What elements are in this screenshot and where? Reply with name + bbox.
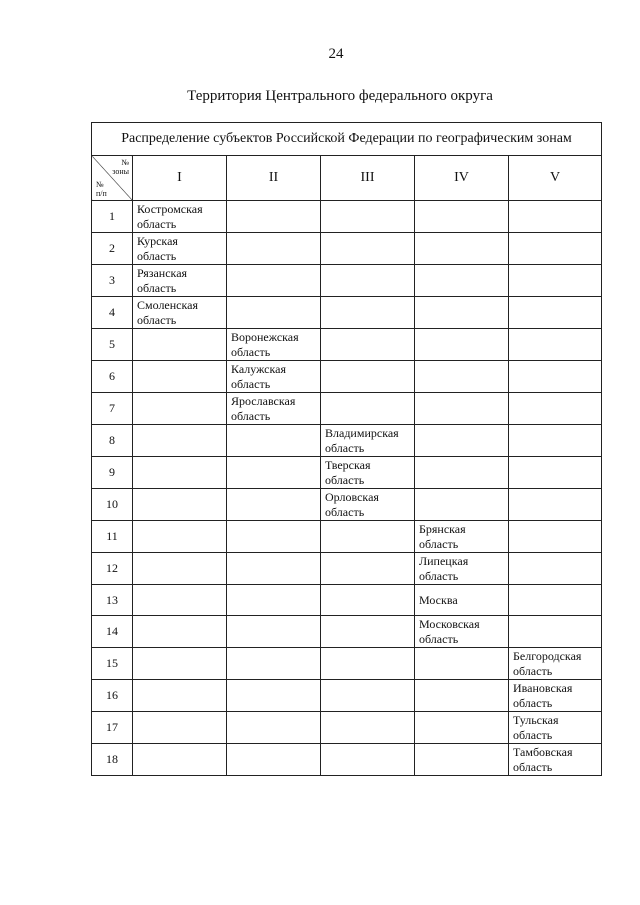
zone-header-3: III [321, 156, 415, 201]
row-number: 14 [92, 616, 133, 648]
region-name: Ивановская область [509, 680, 602, 712]
region-name: Ярославская область [227, 393, 321, 425]
empty-cell [321, 233, 415, 265]
row-number: 9 [92, 457, 133, 489]
empty-cell [321, 585, 415, 616]
empty-cell [415, 648, 509, 680]
table-row [92, 361, 602, 393]
empty-cell [133, 616, 227, 648]
empty-cell [133, 553, 227, 585]
empty-cell [509, 265, 602, 297]
table-row [92, 712, 602, 744]
region-name: Костромская область [133, 201, 227, 233]
empty-cell [227, 585, 321, 616]
empty-cell [415, 393, 509, 425]
empty-cell [133, 712, 227, 744]
region-name: Владимирская область [321, 425, 415, 457]
zone-header-4: IV [415, 156, 509, 201]
empty-cell [133, 648, 227, 680]
empty-cell [321, 329, 415, 361]
row-number: 1 [92, 201, 133, 233]
row-number: 15 [92, 648, 133, 680]
region-name: Москва [415, 585, 509, 616]
region-name: Липецкая область [415, 553, 509, 585]
empty-cell [133, 489, 227, 521]
empty-cell [321, 648, 415, 680]
table-body [92, 201, 602, 776]
document-title: Территория Центрального федерального округа [187, 88, 493, 104]
empty-cell [227, 680, 321, 712]
row-number: 8 [92, 425, 133, 457]
empty-cell [227, 489, 321, 521]
row-number: 17 [92, 712, 133, 744]
region-name: Брянская область [415, 521, 509, 553]
row-number: 6 [92, 361, 133, 393]
empty-cell [415, 265, 509, 297]
empty-cell [227, 521, 321, 553]
region-name: Московская область [415, 616, 509, 648]
empty-cell [321, 744, 415, 776]
empty-cell [227, 744, 321, 776]
empty-cell [321, 712, 415, 744]
table-row [92, 648, 602, 680]
empty-cell [509, 233, 602, 265]
empty-cell [415, 680, 509, 712]
region-name: Тульская область [509, 712, 602, 744]
table-row [92, 680, 602, 712]
row-number: 7 [92, 393, 133, 425]
table-caption: Распределение субъектов Российской Федерации по географическим зонам [92, 123, 602, 156]
table-row [92, 744, 602, 776]
table-row [92, 393, 602, 425]
empty-cell [321, 201, 415, 233]
region-name: Курская область [133, 233, 227, 265]
empty-cell [133, 361, 227, 393]
empty-cell [227, 201, 321, 233]
empty-cell [509, 361, 602, 393]
empty-cell [227, 297, 321, 329]
page-number: 24 [328, 46, 344, 62]
empty-cell [415, 329, 509, 361]
zone-header-2: II [227, 156, 321, 201]
empty-cell [321, 297, 415, 329]
empty-cell [321, 393, 415, 425]
empty-cell [321, 265, 415, 297]
empty-cell [133, 744, 227, 776]
corner-number-label: № п/п [96, 180, 107, 198]
table-row [92, 489, 602, 521]
row-number: 13 [92, 585, 133, 616]
empty-cell [415, 297, 509, 329]
empty-cell [321, 553, 415, 585]
empty-cell [415, 233, 509, 265]
row-number: 12 [92, 553, 133, 585]
region-name: Белгородская область [509, 648, 602, 680]
empty-cell [415, 361, 509, 393]
empty-cell [227, 425, 321, 457]
region-name: Рязанская область [133, 265, 227, 297]
empty-cell [227, 265, 321, 297]
row-number: 4 [92, 297, 133, 329]
empty-cell [133, 680, 227, 712]
empty-cell [321, 680, 415, 712]
empty-cell [227, 457, 321, 489]
row-number: 16 [92, 680, 133, 712]
empty-cell [227, 233, 321, 265]
row-number: 3 [92, 265, 133, 297]
zones-table-container [91, 122, 601, 776]
empty-cell [133, 521, 227, 553]
region-name: Смоленская область [133, 297, 227, 329]
zone-header-1: I [133, 156, 227, 201]
empty-cell [227, 616, 321, 648]
table-row [92, 425, 602, 457]
empty-cell [133, 457, 227, 489]
empty-cell [415, 425, 509, 457]
empty-cell [133, 425, 227, 457]
region-name: Орловская область [321, 489, 415, 521]
zone-header-5: V [509, 156, 602, 201]
region-name: Воронежская область [227, 329, 321, 361]
region-name: Калужская область [227, 361, 321, 393]
empty-cell [227, 553, 321, 585]
row-number: 10 [92, 489, 133, 521]
table-row [92, 585, 602, 616]
empty-cell [509, 393, 602, 425]
table-row [92, 553, 602, 585]
empty-cell [321, 521, 415, 553]
row-number: 2 [92, 233, 133, 265]
table-row [92, 329, 602, 361]
zone-header-row [92, 156, 602, 201]
table-row [92, 297, 602, 329]
region-name: Тамбовская область [509, 744, 602, 776]
empty-cell [415, 489, 509, 521]
empty-cell [509, 489, 602, 521]
table-row [92, 265, 602, 297]
empty-cell [227, 712, 321, 744]
zones-table [91, 122, 602, 776]
empty-cell [133, 329, 227, 361]
empty-cell [509, 457, 602, 489]
corner-header-cell [92, 156, 133, 201]
row-number: 18 [92, 744, 133, 776]
empty-cell [415, 744, 509, 776]
table-row [92, 201, 602, 233]
empty-cell [415, 457, 509, 489]
empty-cell [509, 329, 602, 361]
table-row [92, 616, 602, 648]
row-number: 11 [92, 521, 133, 553]
region-name: Тверская область [321, 457, 415, 489]
empty-cell [509, 425, 602, 457]
row-number: 5 [92, 329, 133, 361]
empty-cell [509, 201, 602, 233]
corner-zone-label: № зоны [112, 158, 129, 176]
table-row [92, 457, 602, 489]
empty-cell [227, 648, 321, 680]
empty-cell [509, 616, 602, 648]
empty-cell [509, 585, 602, 616]
empty-cell [509, 297, 602, 329]
empty-cell [415, 201, 509, 233]
empty-cell [321, 361, 415, 393]
empty-cell [509, 521, 602, 553]
table-row [92, 521, 602, 553]
empty-cell [133, 393, 227, 425]
empty-cell [321, 616, 415, 648]
empty-cell [133, 585, 227, 616]
empty-cell [415, 712, 509, 744]
table-row [92, 233, 602, 265]
empty-cell [509, 553, 602, 585]
